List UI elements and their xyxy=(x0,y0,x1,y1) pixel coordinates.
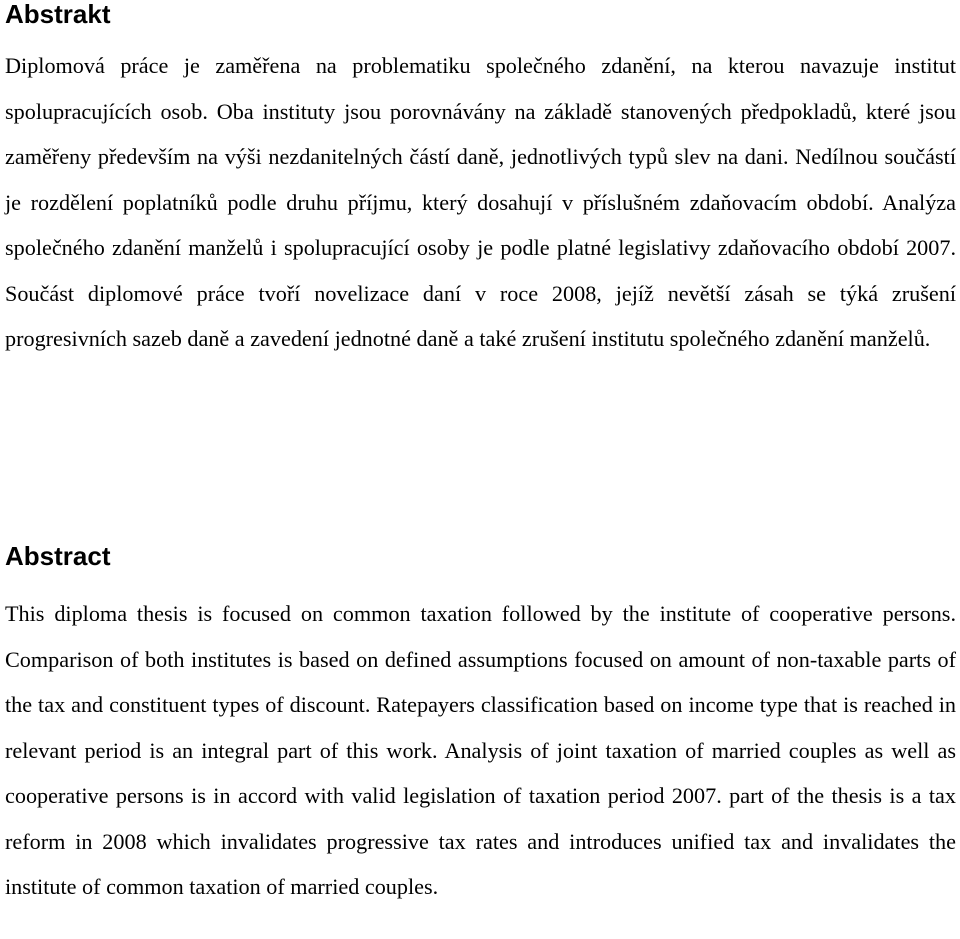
english-abstract-heading: Abstract xyxy=(5,541,111,571)
english-abstract-section xyxy=(5,542,956,910)
english-abstract-body: This diploma thesis is focused on common taxation followed by the institute of cooperative persons. Comparison of both institutes is based on defined assumptions focused on amount of non-taxable parts of the tax and constituent types of discount. Ratepayers classification based on income type that is reached in relevant period is an integral part of this work. Analysis of joint taxation of married couples as well as cooperative persons is in accord with valid legislation of taxation period 2007. part of the thesis is a tax reform in 2008 which invalidates progressive tax rates and introduces unified tax and invalidates the institute of common taxation of married couples. xyxy=(5,601,956,899)
czech-abstract-body: Diplomová práce je zaměřena na problematiku společného zdanění, na kterou navazuje institut spolupracujících osob. Oba instituty jsou porovnávány na základě stanovených předpokladů, které jsou zaměřeny především na výši nezdanitelných částí daně, jednotlivých typů slev na dani. Nedílnou součástí je rozdělení poplatníků podle druhu příjmu, který dosahují v příslušném zdaňovacím období. Analýza společného zdanění manželů i spolupracující osoby je podle platné legislativy zdaňovacího období 2007. Součást diplomové práce tvoří novelizace daní v roce 2008, jejíž nevětší zásah se týká zrušení progresivních sazeb daně a zavedení jednotné daně a také zrušení institutu společného zdanění manželů. xyxy=(5,53,956,351)
czech-abstract-section xyxy=(5,0,956,362)
czech-abstract-heading: Abstrakt xyxy=(5,0,111,29)
